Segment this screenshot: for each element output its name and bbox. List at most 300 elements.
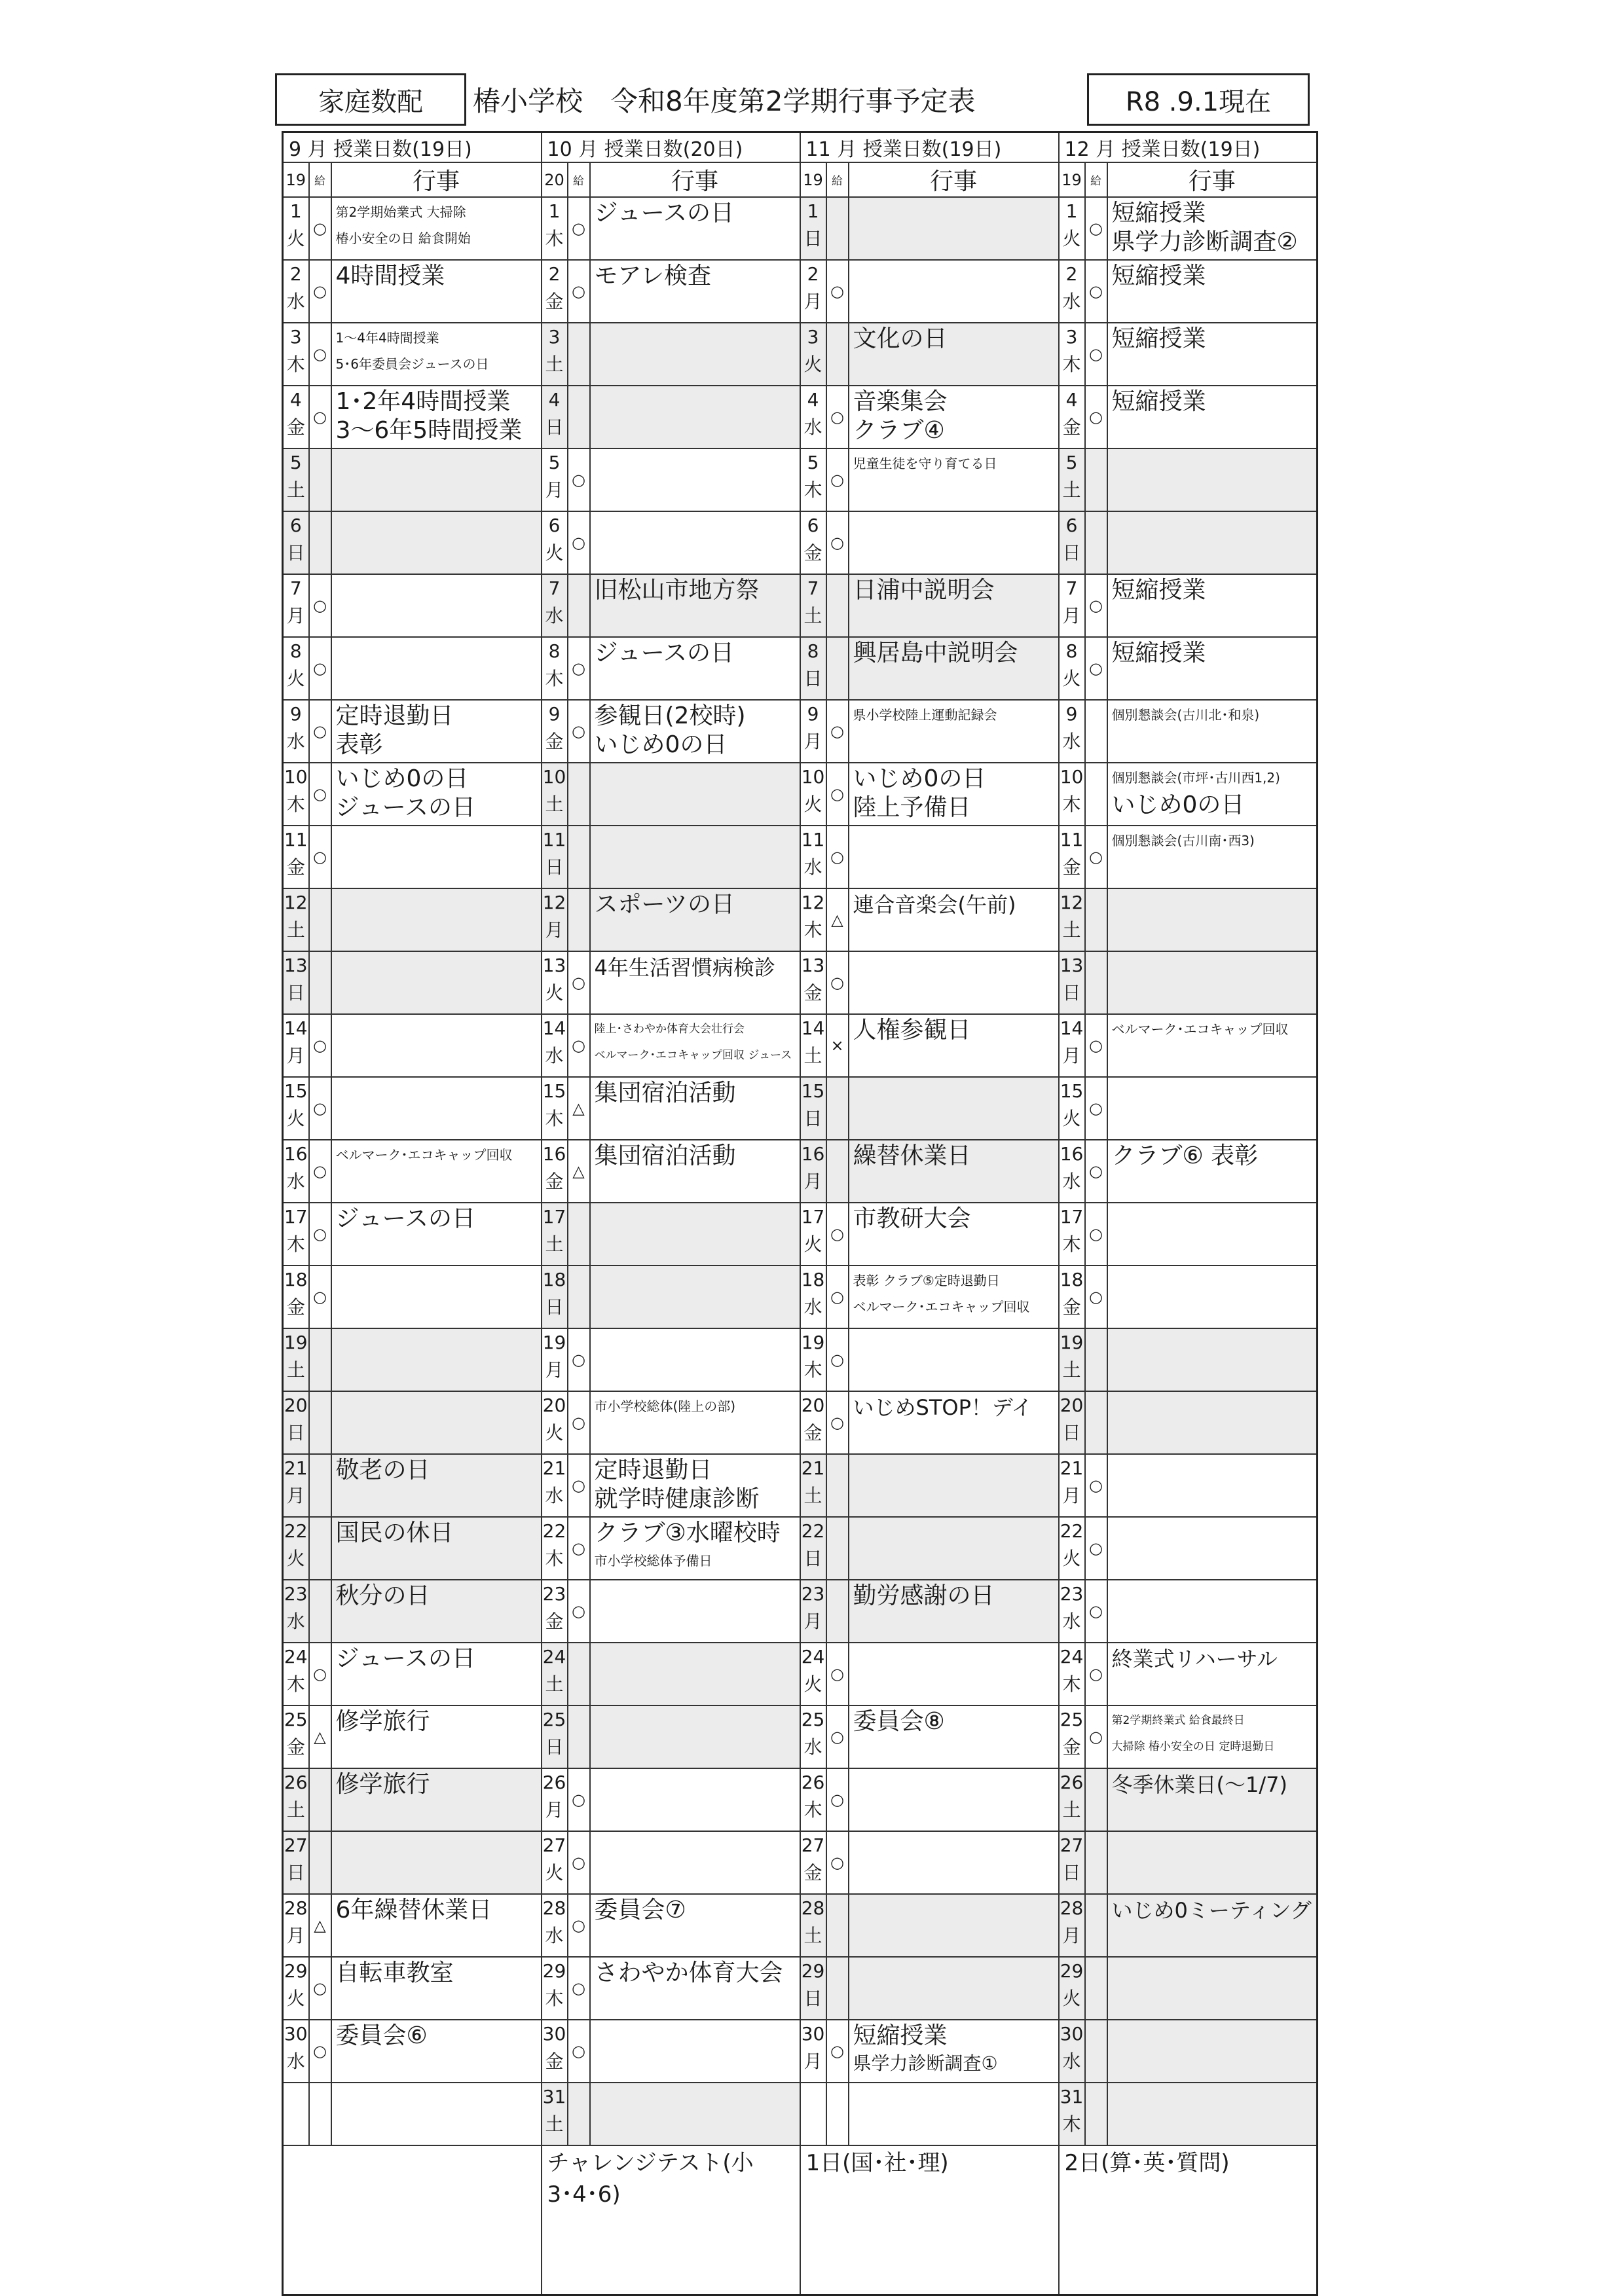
weekday: 日	[803, 1108, 822, 1129]
event-cell	[849, 826, 1059, 888]
day-number: 24	[801, 1646, 825, 1667]
weekday: 金	[545, 2050, 564, 2072]
event-cell	[331, 2020, 542, 2083]
event-cell	[1107, 1391, 1318, 1454]
day-date-cell	[800, 1140, 826, 1203]
event-text: 第2学期終業式 給食最終日	[1111, 1714, 1245, 1727]
school-days-count: 19	[283, 162, 309, 197]
day-number: 9	[807, 703, 819, 725]
weekday: 金	[1062, 1296, 1081, 1318]
weekday: 木	[1062, 2113, 1081, 2135]
lunch-mark	[568, 1705, 590, 1768]
weekday: 日	[1062, 542, 1081, 564]
day-number: 12	[801, 892, 825, 913]
weekday: 水	[545, 605, 564, 627]
event-text: 短縮授業	[1111, 640, 1206, 666]
event-text: クラブ④	[853, 417, 945, 444]
event-text: 県学力診断調査②	[1111, 228, 1298, 255]
event-text: ジュースの日	[335, 1205, 475, 1232]
event-text: 国民の休日	[335, 1520, 454, 1546]
test-note-line: チャレンジテスト(小	[547, 2150, 754, 2176]
weekday: 日	[545, 1296, 564, 1318]
day-number: 18	[801, 1269, 825, 1290]
weekday: 木	[803, 919, 822, 941]
event-text: 勤労感謝の日	[853, 1582, 995, 1609]
day-date-cell	[283, 1454, 309, 1517]
lunch-mark	[826, 1454, 849, 1517]
day-row	[283, 386, 1318, 448]
event-cell	[331, 1580, 542, 1643]
day-number: 28	[284, 1897, 308, 1919]
day-date-cell	[1059, 826, 1085, 888]
event-cell	[1107, 637, 1318, 700]
weekday: 火	[803, 793, 822, 815]
weekday: 月	[803, 2050, 822, 2072]
day-number: 23	[801, 1583, 825, 1605]
day-date-cell	[1059, 197, 1085, 260]
day-number: 28	[801, 1897, 825, 1919]
lunch-mark: ○	[309, 1643, 331, 1705]
lunch-mark: ○	[568, 1768, 590, 1831]
day-date-cell	[800, 888, 826, 951]
event-cell	[849, 1014, 1059, 1077]
day-date-cell	[542, 1705, 568, 1768]
day-date-cell	[542, 1643, 568, 1705]
event-text: 委員会⑥	[335, 2022, 428, 2049]
event-text: 人権参観日	[853, 1017, 971, 1044]
event-cell	[1107, 448, 1318, 511]
event-cell	[331, 448, 542, 511]
column-header-row	[283, 162, 1318, 197]
day-date-cell	[542, 1831, 568, 1894]
event-text: 就学時健康診断	[594, 1485, 760, 1512]
weekday: 火	[803, 354, 822, 375]
event-text: いじめ0の日	[335, 765, 469, 792]
day-date-cell	[1059, 1266, 1085, 1328]
lunch-mark: ○	[826, 951, 849, 1014]
day-date-cell	[1059, 700, 1085, 763]
event-cell	[331, 1203, 542, 1266]
day-row	[283, 763, 1318, 826]
event-text: 個別懇談会(古川北･和泉)	[1111, 707, 1260, 723]
day-date-cell	[800, 1831, 826, 1894]
event-cell	[590, 1580, 800, 1643]
weekday: 日	[1062, 1862, 1081, 1884]
day-number: 2	[1065, 263, 1078, 285]
event-text: 短縮授業	[1111, 200, 1206, 227]
weekday: 日	[1062, 982, 1081, 1004]
event-cell	[1107, 1014, 1318, 1077]
weekday: 土	[803, 1925, 822, 1946]
event-cell	[1107, 1643, 1318, 1705]
event-text: いじめSTOP！デイ	[853, 1395, 1033, 1420]
lunch-mark: ○	[826, 386, 849, 448]
weekday: 日	[286, 1422, 305, 1444]
lunch-mark	[309, 511, 331, 574]
event-text: 敬老の日	[335, 1457, 430, 1484]
event-cell	[849, 1454, 1059, 1517]
weekday: 月	[803, 291, 822, 312]
day-number: 12	[542, 892, 566, 913]
weekday: 日	[803, 1548, 822, 1569]
event-cell	[590, 448, 800, 511]
day-date-cell	[1059, 511, 1085, 574]
lunch-mark	[826, 2083, 849, 2145]
day-date-cell	[1059, 1831, 1085, 1894]
lunch-mark: ○	[1085, 1580, 1107, 1643]
day-row	[283, 888, 1318, 951]
day-date-cell	[800, 260, 826, 323]
day-date-cell	[283, 1203, 309, 1266]
school-days-count: 19	[800, 162, 826, 197]
day-number: 6	[807, 515, 819, 536]
weekday: 月	[286, 1925, 305, 1946]
weekday: 木	[1062, 1233, 1081, 1255]
day-number: 20	[801, 1394, 825, 1416]
day-number: 7	[548, 577, 561, 599]
day-date-cell	[283, 386, 309, 448]
day-date-cell	[542, 323, 568, 386]
day-date-cell	[542, 1957, 568, 2020]
day-number: 22	[284, 1520, 308, 1542]
day-date-cell	[800, 826, 826, 888]
day-number: 9	[1065, 703, 1078, 725]
lunch-mark: ○	[826, 511, 849, 574]
lunch-mark: ○	[1085, 1014, 1107, 1077]
weekday: 日	[286, 1862, 305, 1884]
day-number: 17	[1060, 1206, 1084, 1228]
day-row	[283, 1266, 1318, 1328]
lunch-mark	[309, 1328, 331, 1391]
weekday: 水	[803, 1736, 822, 1758]
weekday: 木	[286, 1673, 305, 1695]
event-cell	[590, 1768, 800, 1831]
event-cell	[590, 1705, 800, 1768]
event-cell	[331, 1328, 542, 1391]
day-number: 8	[548, 640, 561, 662]
lunch-mark	[1085, 951, 1107, 1014]
weekday: 火	[545, 982, 564, 1004]
lunch-mark: ○	[826, 763, 849, 826]
lunch-mark	[1085, 1768, 1107, 1831]
event-cell	[331, 1705, 542, 1768]
day-date-cell	[283, 1894, 309, 1957]
event-cell	[849, 323, 1059, 386]
day-number: 10	[284, 766, 308, 788]
event-text: 市教研大会	[853, 1205, 971, 1232]
event-cell	[331, 888, 542, 951]
event-text: 大掃除 椿小安全の日 定時退勤日	[1111, 1740, 1275, 1753]
day-date-cell	[1059, 2020, 1085, 2083]
day-number: 21	[801, 1457, 825, 1479]
weekday: 土	[803, 1485, 822, 1506]
event-cell	[1107, 763, 1318, 826]
lunch-mark: ○	[568, 951, 590, 1014]
day-date-cell	[800, 951, 826, 1014]
day-date-cell	[542, 260, 568, 323]
event-cell	[849, 2083, 1059, 2145]
weekday: 水	[803, 1296, 822, 1318]
day-number: 1	[1065, 200, 1078, 222]
day-row	[283, 1768, 1318, 1831]
school-days-count: 20	[542, 162, 568, 197]
event-cell	[590, 511, 800, 574]
weekday: 水	[286, 291, 305, 312]
day-date-cell	[283, 323, 309, 386]
lunch-mark	[1085, 511, 1107, 574]
event-cell	[331, 951, 542, 1014]
day-row	[283, 637, 1318, 700]
event-cell	[331, 700, 542, 763]
schedule-table	[282, 131, 1318, 2296]
lunch-mark: ○	[309, 1077, 331, 1140]
page-title: 椿小学校 令和8年度第2学期行事予定表	[466, 73, 1043, 126]
lunch-mark	[309, 2083, 331, 2145]
event-text: 参観日(2校時)	[594, 702, 746, 729]
lunch-mark: ○	[309, 2020, 331, 2083]
event-text: ジュースの日	[594, 200, 734, 227]
lunch-mark: ○	[568, 1328, 590, 1391]
event-cell	[1107, 1517, 1318, 1580]
day-number: 29	[1060, 1960, 1084, 1982]
event-text: 日浦中説明会	[853, 577, 995, 604]
day-number: 6	[289, 515, 302, 536]
lunch-mark: ○	[826, 1643, 849, 1705]
day-date-cell	[1059, 1140, 1085, 1203]
weekday: 日	[545, 416, 564, 438]
day-date-cell	[283, 1014, 309, 1077]
weekday: 月	[803, 1171, 822, 1192]
day-number: 17	[542, 1206, 566, 1228]
day-date-cell	[800, 637, 826, 700]
day-number: 4	[807, 389, 819, 410]
weekday: 日	[803, 1988, 822, 2009]
day-number: 2	[807, 263, 819, 285]
lunch-mark: ○	[309, 260, 331, 323]
day-number: 14	[1060, 1017, 1084, 1039]
weekday: 木	[545, 1988, 564, 2009]
day-number: 15	[801, 1080, 825, 1102]
lunch-mark	[1085, 888, 1107, 951]
event-cell	[1107, 1454, 1318, 1517]
day-row	[283, 1391, 1318, 1454]
lunch-mark	[1085, 700, 1107, 763]
event-cell	[331, 763, 542, 826]
weekday: 土	[803, 1045, 822, 1066]
weekday: 土	[545, 354, 564, 375]
event-cell	[849, 1768, 1059, 1831]
day-number: 13	[542, 955, 566, 976]
event-text: 短縮授業	[1111, 263, 1206, 289]
lunch-mark: ○	[1085, 323, 1107, 386]
day-number: 20	[542, 1394, 566, 1416]
day-date-cell	[283, 1768, 309, 1831]
event-cell	[331, 1831, 542, 1894]
weekday: 金	[286, 856, 305, 878]
event-cell	[590, 1454, 800, 1517]
day-date-cell	[1059, 1014, 1085, 1077]
lunch-mark: ○	[309, 763, 331, 826]
day-number: 23	[542, 1583, 566, 1605]
lunch-mark: ○	[1085, 1643, 1107, 1705]
weekday: 木	[545, 1548, 564, 1569]
event-text: 4時間授業	[335, 263, 445, 289]
day-date-cell	[800, 1517, 826, 1580]
day-date-cell	[283, 1140, 309, 1203]
day-date-cell	[1059, 1391, 1085, 1454]
as-of-date: R8 .9.1現在	[1087, 73, 1310, 126]
event-text: 1･2年4時間授業	[335, 388, 511, 415]
event-text: ベルマーク･エコキャップ回収 ジュース	[594, 1049, 792, 1062]
event-cell	[1107, 197, 1318, 260]
weekday: 金	[545, 731, 564, 752]
weekday: 木	[1062, 1673, 1081, 1695]
weekday: 月	[545, 479, 564, 501]
day-date-cell	[283, 574, 309, 637]
day-date-cell	[283, 1077, 309, 1140]
lunch-mark: △	[309, 1894, 331, 1957]
weekday: 土	[286, 479, 305, 501]
day-date-cell	[542, 1580, 568, 1643]
day-number: 3	[807, 326, 819, 348]
event-cell	[849, 1643, 1059, 1705]
day-date-cell	[800, 1203, 826, 1266]
weekday: 土	[286, 1359, 305, 1381]
event-cell	[331, 2083, 542, 2145]
lunch-mark	[309, 1517, 331, 1580]
event-text: クラブ⑥ 表彰	[1111, 1142, 1259, 1169]
event-cell	[1107, 1831, 1318, 1894]
lunch-mark: ○	[309, 323, 331, 386]
day-row	[283, 260, 1318, 323]
weekday: 土	[1062, 1799, 1081, 1821]
event-cell	[331, 511, 542, 574]
event-cell	[1107, 1077, 1318, 1140]
day-date-cell	[1059, 574, 1085, 637]
day-date-cell	[283, 1328, 309, 1391]
weekday: 火	[286, 1108, 305, 1129]
weekday: 土	[1062, 479, 1081, 501]
weekday: 水	[803, 856, 822, 878]
day-date-cell	[542, 700, 568, 763]
day-date-cell	[283, 1643, 309, 1705]
weekday: 金	[286, 416, 305, 438]
day-row	[283, 700, 1318, 763]
lunch-mark: ○	[568, 1831, 590, 1894]
day-number: 29	[542, 1960, 566, 1982]
day-number: 3	[1065, 326, 1078, 348]
day-number: 11	[801, 829, 825, 850]
day-number: 30	[542, 2023, 566, 2045]
weekday: 火	[545, 1422, 564, 1444]
lunch-mark: ○	[826, 1831, 849, 1894]
event-cell	[1107, 888, 1318, 951]
lunch-mark: ○	[309, 826, 331, 888]
day-number: 22	[1060, 1520, 1084, 1542]
weekday: 月	[286, 1485, 305, 1506]
month-title: 9 月 授業日数(19日)	[283, 132, 542, 163]
lunch-mark	[309, 1454, 331, 1517]
day-date-cell	[542, 511, 568, 574]
day-date-cell	[542, 637, 568, 700]
weekday: 木	[545, 228, 564, 249]
day-date-cell	[1059, 323, 1085, 386]
day-date-cell	[1059, 260, 1085, 323]
lunch-mark: ○	[568, 1517, 590, 1580]
lunch-mark: ○	[826, 1391, 849, 1454]
event-text: 繰替休業日	[853, 1142, 971, 1169]
lunch-mark: ○	[1085, 260, 1107, 323]
event-cell	[590, 1894, 800, 1957]
event-text: 文化の日	[853, 325, 948, 352]
lunch-mark: △	[309, 1705, 331, 1768]
day-number: 13	[284, 955, 308, 976]
event-text: 終業式リハーサル	[1111, 1647, 1278, 1671]
event-text: 短縮授業	[853, 2022, 948, 2049]
day-number: 8	[1065, 640, 1078, 662]
day-date-cell	[1059, 2083, 1085, 2145]
day-number: 1	[548, 200, 561, 222]
day-number: 7	[807, 577, 819, 599]
day-date-cell	[800, 574, 826, 637]
day-date-cell	[542, 951, 568, 1014]
lunch-mark: ○	[568, 637, 590, 700]
weekday: 水	[286, 731, 305, 752]
lunch-mark: ○	[568, 1014, 590, 1077]
day-date-cell	[283, 511, 309, 574]
day-date-cell	[1059, 1328, 1085, 1391]
event-cell	[1107, 1580, 1318, 1643]
day-number: 9	[548, 703, 561, 725]
lunch-mark: ○	[826, 1768, 849, 1831]
day-date-cell	[542, 1328, 568, 1391]
day-row	[283, 1014, 1318, 1077]
day-number: 25	[284, 1709, 308, 1730]
lunch-mark	[309, 951, 331, 1014]
weekday: 日	[545, 856, 564, 878]
weekday: 金	[545, 1171, 564, 1192]
lunch-mark: ○	[568, 511, 590, 574]
day-date-cell	[800, 1391, 826, 1454]
event-cell	[590, 763, 800, 826]
event-cell	[331, 323, 542, 386]
event-cell	[849, 1894, 1059, 1957]
event-text: 集団宿泊活動	[594, 1142, 736, 1169]
event-text: 県学力診断調査①	[853, 2052, 998, 2074]
day-number: 15	[1060, 1080, 1084, 1102]
event-text: 集団宿泊活動	[594, 1080, 736, 1106]
event-text: いじめ0ミーティング	[1111, 1898, 1312, 1923]
day-date-cell	[283, 1957, 309, 2020]
lunch-mark	[1085, 1391, 1107, 1454]
day-number: 19	[542, 1332, 566, 1353]
day-number: 24	[542, 1646, 566, 1667]
day-number: 13	[801, 955, 825, 976]
month-title: 11 月 授業日数(19日)	[800, 132, 1059, 163]
day-number: 20	[284, 1394, 308, 1416]
event-cell	[849, 511, 1059, 574]
day-date-cell	[800, 323, 826, 386]
day-date-cell	[542, 1014, 568, 1077]
day-number: 15	[542, 1080, 566, 1102]
event-text: さわやか体育大会	[594, 1959, 783, 1986]
event-text: 個別懇談会(古川南･西3)	[1111, 833, 1255, 848]
weekday: 金	[1062, 856, 1081, 878]
lunch-mark: ○	[826, 448, 849, 511]
event-cell	[590, 1203, 800, 1266]
event-cell	[1107, 1768, 1318, 1831]
weekday: 金	[1062, 1736, 1081, 1758]
